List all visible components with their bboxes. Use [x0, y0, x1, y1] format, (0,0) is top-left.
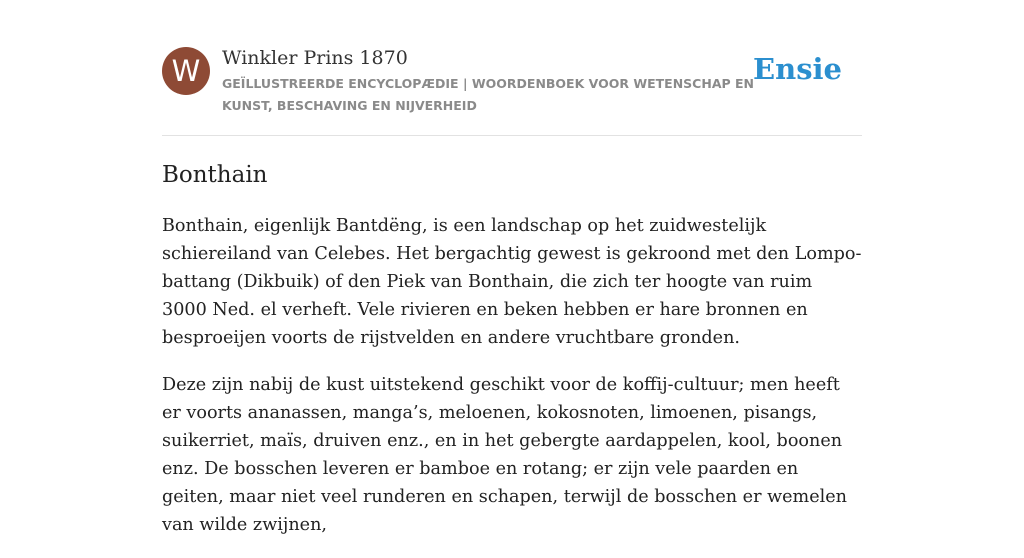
- article-paragraph: Deze zijn nabij de kust uitstekend geschikt voor de koffij-cultuur; men heeft er voorts ananassen, manga’s, meloenen, kokosnoten, limoenen, pisangs, suikerriet, maïs, druiven enz., en in het gebergte aardappelen, kool, boonen enz. De bosschen leveren er bamboe en rotang; er zijn vele paarden en geiten, maar niet veel runderen en schapen, terwijl de bosschen er wemelen van wilde zwijnen,: [162, 375, 848, 535]
- source-header: [162, 46, 862, 116]
- source-subtitle: GEÏLLUSTREERDE ENCYCLOPÆDIE | WOORDENBOEK VOOR WETENSCHAP EN KUNST, BESCHAVING EN NIJVERHEID: [222, 76, 755, 113]
- article-body: [162, 212, 862, 558]
- source-avatar: W: [162, 47, 210, 95]
- source-title[interactable]: Winkler Prins 1870: [222, 47, 408, 69]
- header-divider: [162, 135, 862, 136]
- article-paragraph: Bonthain, eigenlijk Bantdëng, is een landschap op het zuidwestelijk schiereiland van Celebes. Het bergachtig gewest is gekroond met den Lompo-battang (Dikbuik) of den Piek van Bonthain, die zich ter hoogte van ruim 3000 Ned. el verheft. Vele rivieren en beken hebben er hare bronnen en besproeijen voorts de rijstvelden en andere vruchtbare gronden.: [162, 216, 862, 348]
- article-title: Bonthain: [162, 162, 268, 188]
- brand-logo[interactable]: Ensie: [753, 52, 842, 86]
